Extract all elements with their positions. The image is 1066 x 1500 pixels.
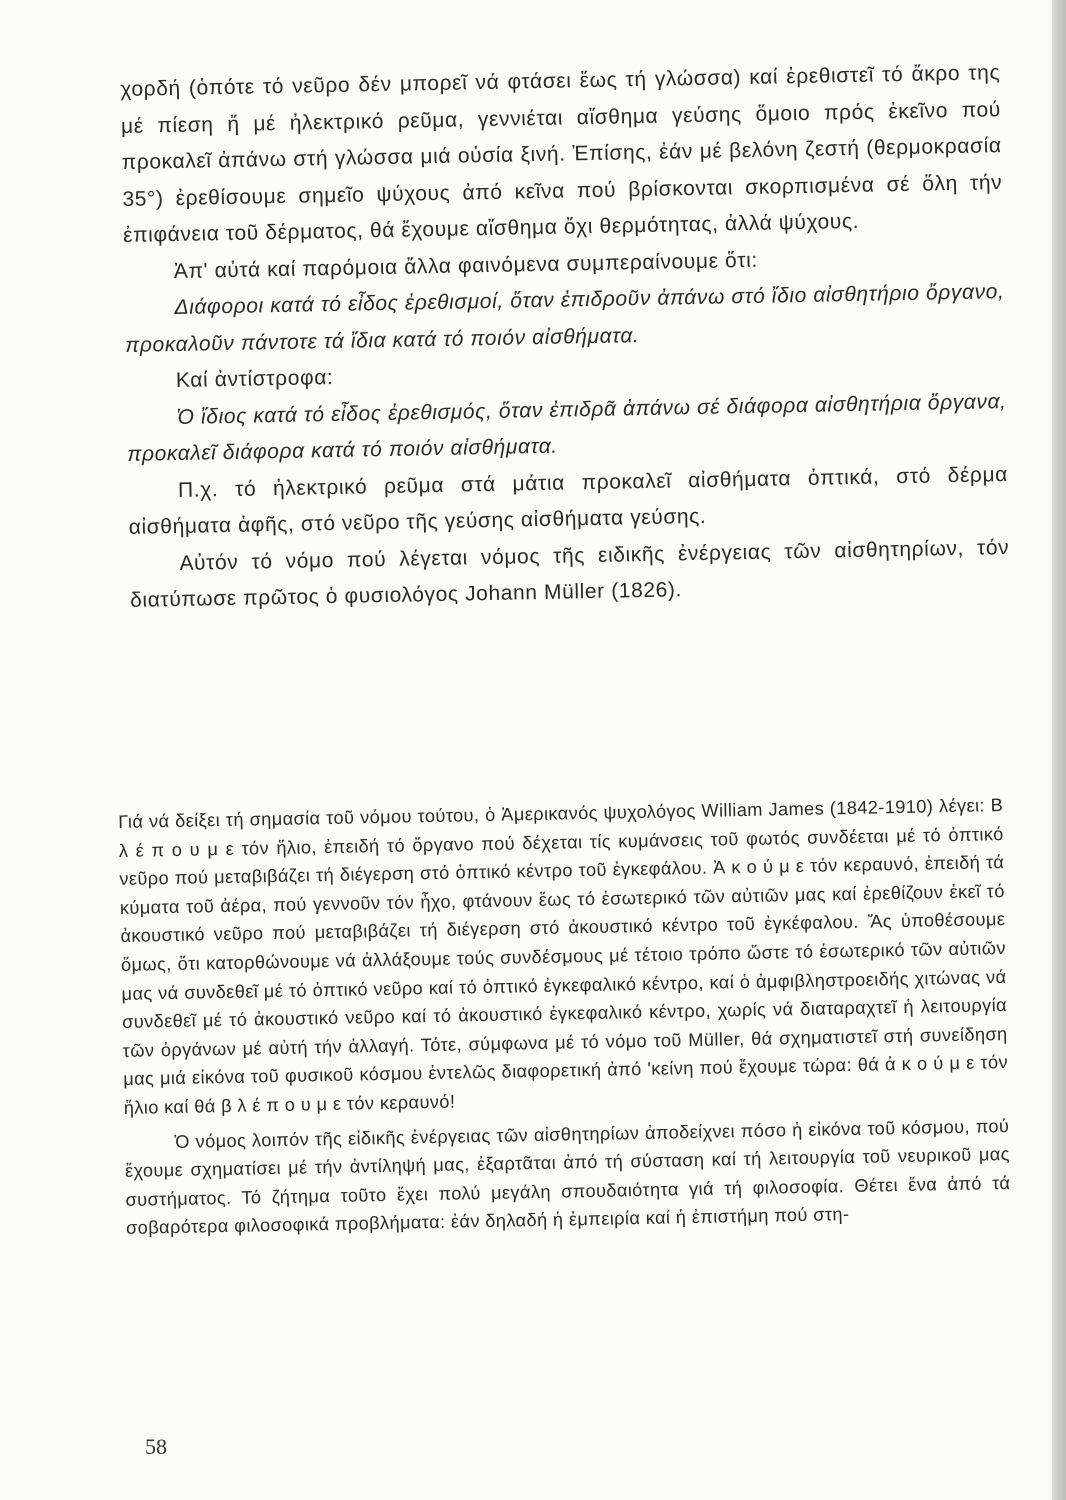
- main-text: [120, 55, 1010, 619]
- main-paragraph: Π.χ. τό ἠλεκτρικό ρεῦμα στά μάτια προκαλεῖ αἰσθήματα ὀπτικά, στό δέρμα αἰσθήματα ἁφῆς, στό νεῦρο τῆς γεύσης αἰσθήματα γεύσης.: [128, 462, 1009, 539]
- page-number: 58: [145, 1434, 167, 1459]
- main-paragraph-law: Ὁ ἴδιος κατά τό εἶδος ἐρεθισμός, ὅταν ἐπιδρᾶ ἀπάνω σέ διάφορα αἰσθητήρια ὄργανα, προκαλεῖ διάφορα κατά τό ποιόν αἰσθήματα.: [127, 389, 1007, 466]
- small-print-paragraph: Γιά νά δείξει τή σημασία τοῦ νόμου τούτου, ὁ Ἀμερικανός ψυχολόγος William James (1842-1910) λέγει: Β λ έ π ο υ μ ε τόν ἥλιο, ἐπειδή τό ὄργανο πού δέχεται τίς κυμάνσεις τοῦ φωτός συνδέεται μέ τό ὀπτικό νεῦρο πού μεταβιβάζει τή διέγερση στό ὀπτικό κέντρο τοῦ ἐγκεφάλου. Ἀ κ ο ύ μ ε τόν κεραυνό, ἐπειδή τά κύματα τοῦ ἀέρα, πού γεννοῦν τόν ἦχο, φτάνουν ἕως τό ἐσωτερικό τῶν αὐτιῶν μας καί ἐρεθίζουν ἐκεῖ τό ἀκουστικό νεῦρο πού μεταβιβάζει τή διέγερση στό ἀκουστικό κέντρο τοῦ ἐγκέφαλου. Ἄς ὑποθέσουμε ὅμως, ὅτι κατορθώνουμε νά ἀλλάξουμε τούς συνδέσμους μέ τέτοιο τρόπο ὥστε τό ἐσωτερικό τῶν αὐτιῶν μας νά συνδεθεῖ μέ τό ὀπτικό νεῦρο καί τό ὀπτικό ἐγκεφαλικό κέντρο, καί ὁ ἀμφιβληστροειδής χιτώνας νά συνδεθεῖ μέ τό ἀκουστικό νεῦρο καί τό ἀκουστικό ἐγκεφαλικό κέντρο, χωρίς νά διαταραχτεῖ ἡ λειτουργία τῶν ὀργάνων μέ αὐτή τήν ἀλλαγή. Τότε, σύμφωνα μέ τό νόμο τοῦ Müller, θά σχηματιστεῖ στή συνείδηση μας μιά εἰκόνα τοῦ φυσικοῦ κόσμου ἐντελῶς διαφορετική ἀπό 'κείνη πού ἔχουμε τώρα: θά ἀ κ ο ύ μ ε τόν ἥλιο καί θά β λ έ π ο υ μ ε τόν κεραυνό!: [118, 795, 1009, 1118]
- main-paragraph: Αὐτόν τό νόμο πού λέγεται νόμος τῆς ειδικῆς ἐνέργειας τῶν αἰσθητηρίων, τόν διατύπωσε πρῶτος ὁ φυσιολόγος Johann Müller (1826).: [129, 535, 1010, 612]
- main-paragraph: χορδή (ὁπότε τό νεῦρο δέν μπορεῖ νά φτάσει ἕως τή γλώσσα) καί ἐρεθιστεῖ τό ἄκρο της μέ πίεση ἤ μέ ἠλεκτρικό ρεῦμα, γεννιέται αἴσθημα γεύσης ὅμοιο πρός ἐκεῖνο πού προκαλεῖ ἀπάνω στή γλώσσα μιά οὐσία ξινή. Ἐπίσης, ἐάν μέ βελόνη ζεστή (θερμοκρασία 35°) ἐρεθίσουμε σημεῖο ψύχους ἀπό κεῖνα πού βρίσκονται σκορπισμένα σέ ὅλη τήν ἐπιφάνεια τοῦ δέρματος, θά ἔχουμε αἴσθημα ὄχι θερμότητας, ἀλλά ψύχους.: [120, 61, 1003, 247]
- small-print-paragraph: Ὁ νόμος λοιπόν τῆς εἰδικῆς ἐνέργειας τῶν αἰσθητηρίων ἀποδείχνει πόσο ἡ εἰκόνα τοῦ κόσμου, πού ἔχουμε σχηματίσει μέ τήν ἀντίληψή μας, ἐξαρτᾶται ἀπό τή σύσταση καί τή λειτουργία τοῦ νευρικοῦ μας συστήματος. Τό ζήτημα τοῦτο ἔχει πολύ μεγάλη σπουδαιότητα γιά τή φιλοσοφία. Θέτει ἕνα ἀπό τά σοβαρότερα φιλοσοφικά προβλήματα: ἐάν δηλαδή ἡ ἐμπειρία καί ἡ ἐπιστήμη πού στη-: [124, 1115, 1011, 1239]
- main-paragraph: Καί ἀντίστροφα:: [175, 365, 334, 392]
- main-paragraph: Ἀπ' αὐτά καί παρόμοια ἄλλα φαινόμενα συμπεραίνουμε ὅτι:: [173, 248, 759, 283]
- page-binding-edge: [1052, 0, 1066, 1500]
- small-print-text: [118, 791, 1011, 1243]
- main-paragraph-law: Διάφοροι κατά τό εἶδος ἐρεθισμοί, ὅταν ἐπιδροῦν ἀπάνω στό ἴδιο αἰσθητήριο ὄργανο, προκαλοῦν πάντοτε τά ἴδια κατά τό ποιόν αἰσθήματα.: [125, 280, 1005, 357]
